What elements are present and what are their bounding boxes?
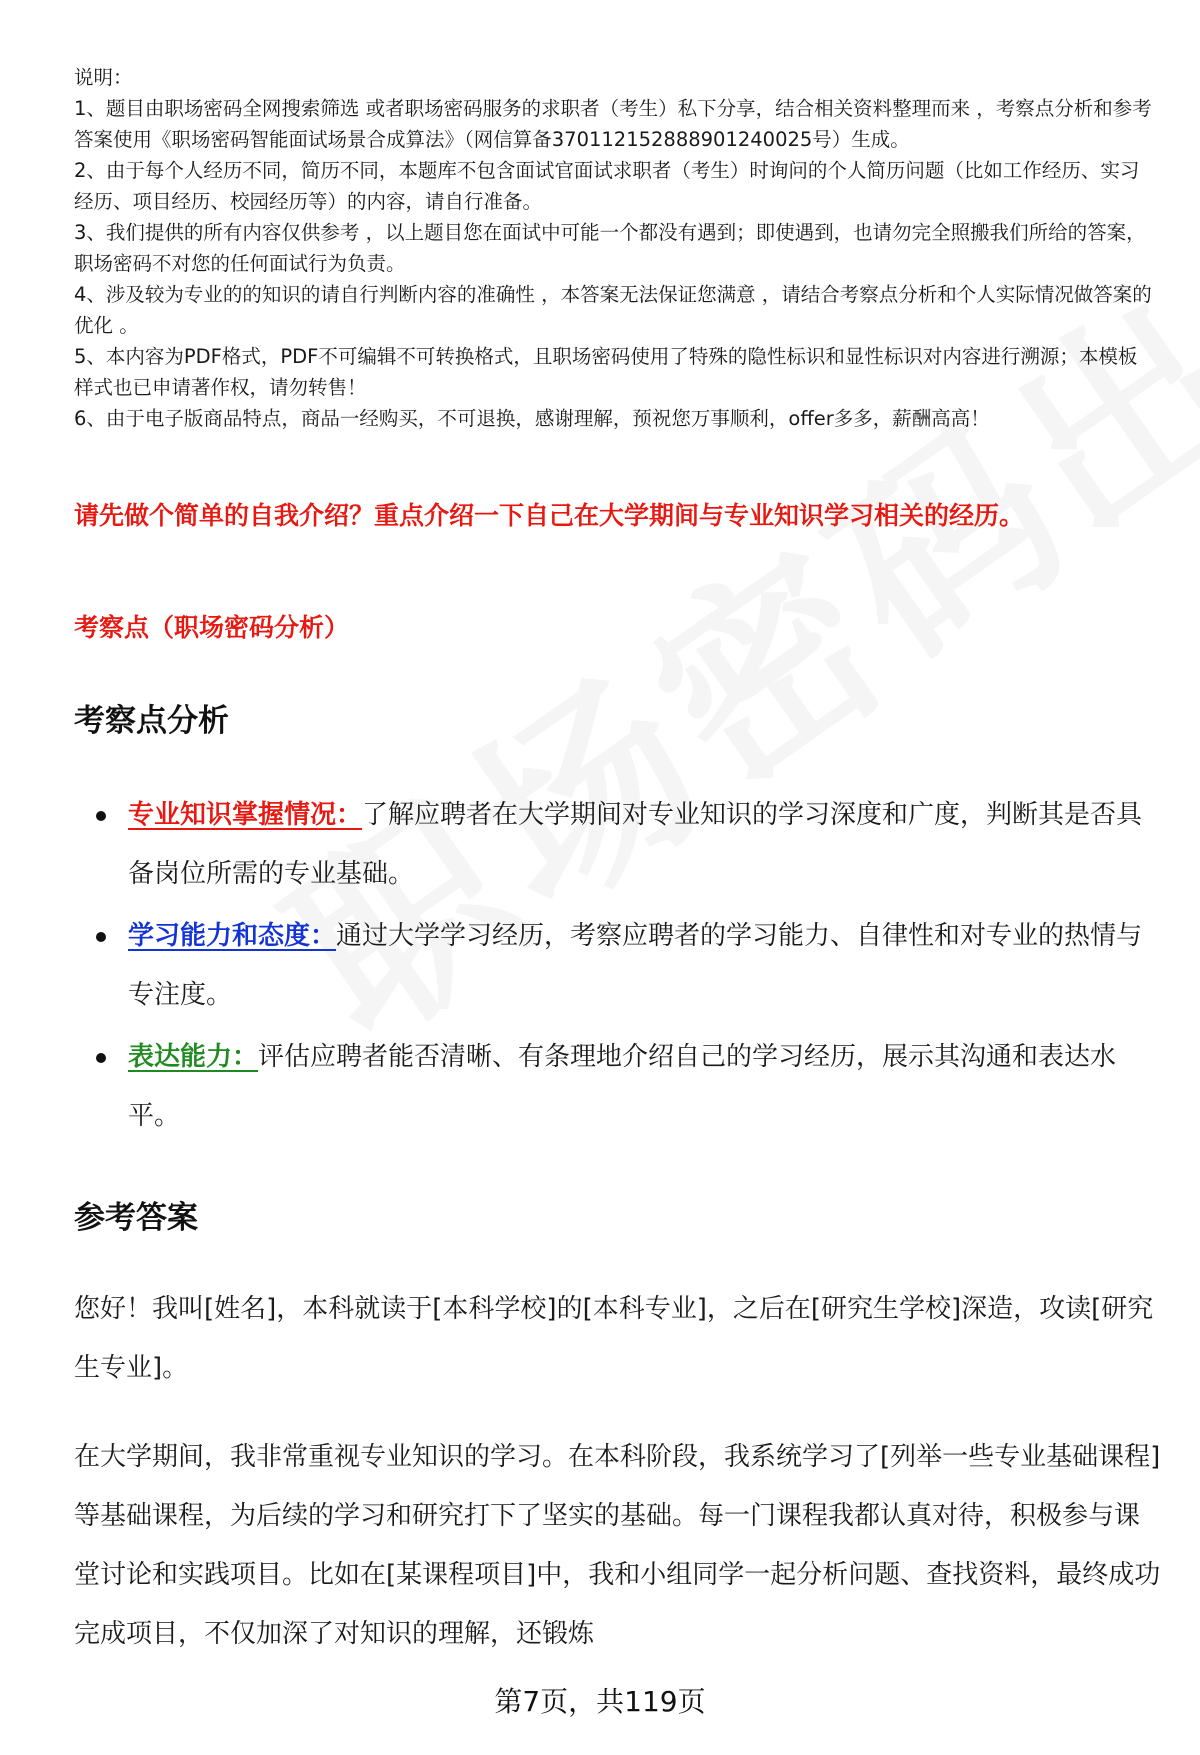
note-item: 1、题目由职场密码全网搜索筛选 或者职场密码服务的求职者（考生）私下分享，结合相关资料整理而来 ，考察点分析和参考答案使用《职场密码智能面试场景合成算法》（网信算备370112152888901240025号）生成。 (74, 97, 1152, 151)
analysis-list (74, 786, 1154, 1149)
list-item (74, 907, 1154, 1025)
analysis-source-label: 考察点（职场密码分析） (74, 613, 350, 642)
note-item: 2、由于每个人经历不同，简历不同，本题库不包含面试官面试求职者（考生）时询问的个人简历问题（比如工作经历、实习经历、项目经历、校园经历等）的内容，请自行准备。 (74, 159, 1140, 213)
bullet-dot-icon (96, 1053, 106, 1063)
bullet-text: 通过大学学习经历，考察应聘者的学习能力、自律性和对专业的热情与专注度。 (128, 921, 1143, 1010)
bullet-dot-icon (96, 811, 106, 821)
answer-heading: 参考答案 (74, 1200, 198, 1236)
note-item: 3、我们提供的所有内容仅供参考 ，以上题目您在面试中可能一个都没有遇到；即使遇到，也请勿完全照搬我们所给的答案，职场密码不对您的任何面试行为负责。 (74, 221, 1146, 275)
bullet-dot-icon (96, 932, 106, 942)
analysis-heading: 考察点分析 (74, 703, 229, 739)
notes-title: 说明： (74, 66, 133, 89)
note-item: 4、涉及较为专业的的知识的请自行判断内容的准确性 ，本答案无法保证您满意 ，请结合考察点分析和个人实际情况做答案的优化 。 (74, 283, 1152, 337)
bullet-keyword: 专业知识掌握情况： (128, 800, 363, 830)
bullet-text: 评估应聘者能否清晰、有条理地介绍自己的学习经历，展示其沟通和表达水平。 (128, 1042, 1117, 1131)
bullet-keyword: 表达能力： (128, 1042, 259, 1072)
bullet-text: 了解应聘者在大学期间对专业知识的学习深度和广度，判断其是否具备岗位所需的专业基础。 (128, 800, 1143, 889)
answer-paragraph: 在大学期间，我非常重视专业知识的学习。在本科阶段，我系统学习了[列举一些专业基础课程]等基础课程，为后续的学习和研究打下了坚实的基础。每一门课程我都认真对待，积极参与课堂讨论和实践项目。比如在[某课程项目]中，我和小组同学一起分析问题、查找资料，最终成功完成项目，不仅加深了对知识的理解，还锻炼 (74, 1442, 1161, 1649)
note-item: 5、本内容为PDF格式，PDF不可编辑不可转换格式，且职场密码使用了特殊的隐性标识和显性标识对内容进行溯源；本模板样式也已申请著作权，请勿转售！ (74, 345, 1138, 399)
answer-paragraph: 您好！我叫[姓名]，本科就读于[本科学校]的[本科专业]，之后在[研究生学校]深造，攻读[研究生专业]。 (74, 1294, 1154, 1383)
page-number: 第7页，共119页 (494, 1685, 706, 1718)
disclaimer-notes (74, 62, 1154, 434)
list-item (74, 786, 1154, 904)
note-item: 6、由于电子版商品特点，商品一经购买，不可退换，感谢理解，预祝您万事顺利，offer多多，薪酬高高！ (74, 407, 990, 430)
interview-question: 请先做个简单的自我介绍？重点介绍一下自己在大学期间与专业知识学习相关的经历。 (74, 501, 1025, 530)
list-item (74, 1028, 1154, 1146)
bullet-keyword: 学习能力和态度： (128, 921, 337, 951)
